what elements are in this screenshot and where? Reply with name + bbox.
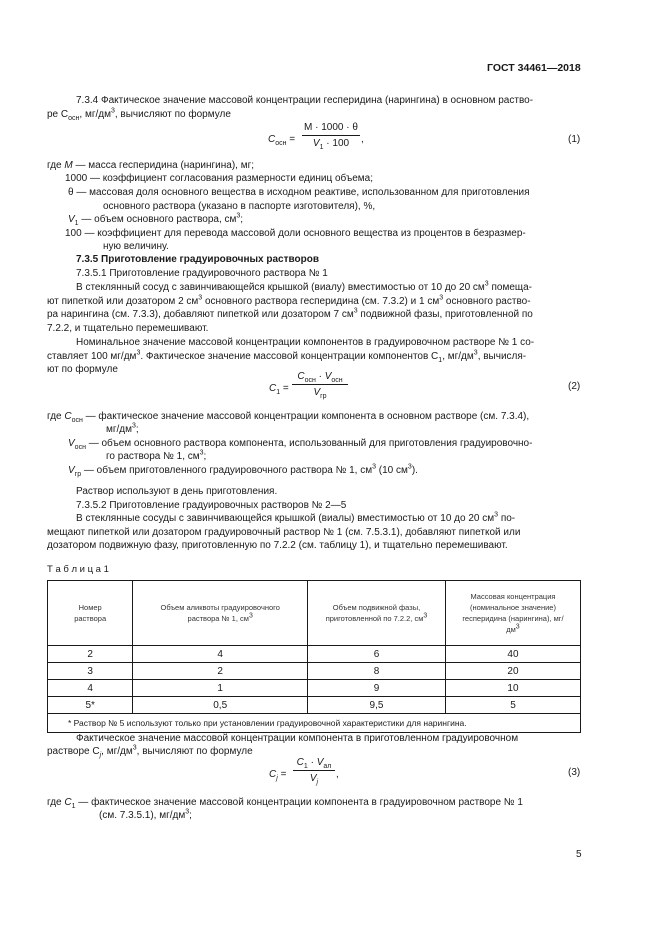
document-code-header: ГОСТ 34461—2018 [487,62,581,74]
formula-1-numerator: M · 1000 · θ [304,122,358,133]
table-cell: 9,5 [308,697,446,714]
table-row [48,646,581,663]
formula-2-fraction [292,370,348,399]
p-cj-line1: Фактическое значение массовой концентрации компонента в приготовленном градуировочном [76,733,519,744]
where-2-vosn-cont: го раствора № 1, $см^3$; [106,449,207,462]
table-cell: 1 [133,680,308,697]
formula-2-numerator: $C_{осн} \cdot V_{осн}$ [297,371,343,384]
formula-3-fraction [293,756,335,785]
table-row [48,680,581,697]
where-1-100-cont: ную величину. [103,241,169,252]
where-2-vosn: $V_{осн}$ — объем основного раствора компонента, использованный для приготовления градуировочно- [68,438,533,451]
table-1-caption: Т а б л и ц а 1 [47,564,109,575]
section-7-3-5-title: 7.3.5 Приготовление градуировочных растворов [76,254,320,265]
where-2-cosn: где $C_{осн}$ — фактическое значение массовой концентрации компонента в основном растворе (см. 7.3.4), [47,411,530,424]
table-1-header-row [48,581,581,646]
table-1-header-concentration: Массовая концентрация (номинальное значение) гесперидина (нарингина), $мг/дм^3$ [445,581,580,646]
table-cell: 8 [308,663,446,680]
table-1-footnote: * Раствор № 5 используют только при установлении градуировочной характеристики для нарингина. [48,714,581,733]
table-1-header-number: Номер раствора [48,581,133,646]
table-cell: 4 [48,680,133,697]
table-row [48,697,581,714]
p-7-3-5-2-line3: дозатором подвижную фазу, приготовленную по 7.2.2 (см. таблицу 1), и тщательно перемешивают. [47,540,508,551]
table-1-header-aliquot: Объем аликвоты градуировочного раствора № 1, $см^3$ [133,581,308,646]
table-cell: 2 [133,663,308,680]
subsection-7-3-5-1-title: 7.3.5.1 Приготовление градуировочного раствора № 1 [76,268,328,279]
where-3-c1-cont: (см. 7.3.5.1), $мг/дм^3$; [99,808,192,821]
p-nominal-line2: ставляет 100 $мг/дм^3$. Фактическое значение массовой концентрации компонентов $C_1$, $мг/дм^3$, вычисля- [47,349,527,364]
paragraph-7-3-4-line1: 7.3.4 Фактическое значение массовой концентрации гесперидина (нарингина) в основном раство- [76,95,534,106]
table-cell: 20 [445,663,580,680]
formula-1-comma: , [361,134,364,145]
formula-1-fraction [302,121,360,150]
formula-3-comma: , [336,769,339,780]
table-1-header-mobile-phase: Объем подвижной фазы, приготовленной по 7.2.2, $см^3$ [308,581,446,646]
formula-2-number: (2) [568,381,581,392]
table-cell: 0,5 [133,697,308,714]
p-nominal-line1: Номинальное значение массовой концентрации компонентов в градуировочном растворе № 1 со- [76,337,535,348]
table-cell: 5 [445,697,580,714]
table-cell: 6 [308,646,446,663]
table-cell: 5* [48,697,133,714]
p-nominal-line3: ют по формуле [47,364,118,375]
table-1-footnote-row [48,714,581,733]
where-2-cosn-cont: $мг/дм^3$; [106,422,139,435]
formula-3-number: (3) [568,767,581,778]
formula-2-denominator: $V_{гр}$ [313,387,327,400]
table-cell: 2 [48,646,133,663]
table-row [48,663,581,680]
formula-1-denominator: $V_1 \cdot 100$ [312,138,350,151]
formula-3-lhs: $C_j$ = [269,769,287,782]
p-7-3-5-1-line4: 7.2.2, и тщательно перемешивают. [47,323,209,334]
table-cell: 9 [308,680,446,697]
where-1-theta: θ — массовая доля основного вещества в исходном реактиве, использованном для приготовления [68,187,530,198]
p-7-3-5-1-line3: ра нарингина (см. 7.3.3), добавляют пипеткой или дозатором 7 $см^3$ подвижной фазы, приготовленной по [47,307,533,320]
subsection-7-3-5-2-title: 7.3.5.2 Приготовление градуировочных растворов № 2—5 [76,500,347,511]
p-7-3-5-2-line2: мещают пипеткой или дозатором градуировочный раствор № 1 (см. 7.5.3.1), добавляют пипеткой или [47,527,521,538]
paragraph-7-3-4-line2: ре $C_{осн}$, $мг/дм^3$, вычисляют по формуле [47,107,231,122]
formula-1-number: (1) [568,134,581,145]
p-same-day: Раствор используют в день приготовления. [76,486,278,497]
where-1-1000: 1000 — коэффициент согласования размерности единиц объема; [65,173,373,184]
table-1 [47,580,581,733]
p-cj-line2: растворе $C_j$, $мг/дм^3$, вычисляют по формуле [47,744,253,759]
p-7-3-5-2-line1: В стеклянные сосуды с завинчивающейся крышкой (виалы) вместимостью от 10 до 20 $см^3$ по- [76,511,516,524]
p-7-3-5-1-line1: В стеклянный сосуд с завинчивающейся крышкой (виалу) вместимостью от 10 до 20 $см^3$ помеща- [76,280,532,293]
page-number: 5 [576,849,582,860]
formula-3-numerator: $C_1 \cdot V_{ал}$ [296,757,332,770]
where-1-v1: $V_1$ — объем основного раствора, $см^3$; [68,212,244,227]
formula-1-lhs: $C_{осн}$ = [268,134,296,147]
table-cell: 40 [445,646,580,663]
table-cell: 3 [48,663,133,680]
where-1-theta-cont: основного раствора (указано в паспорте изготовителя), %, [103,201,376,212]
formula-2-lhs: $C_1$ = [269,383,289,396]
table-cell: 10 [445,680,580,697]
table-cell: 4 [133,646,308,663]
where-1-m: где M — масса гесперидина (нарингина), мг; [47,160,255,171]
where-2-vgr: $V_{гр}$ — объем приготовленного градуировочного раствора № 1, $см^3$ (10 $см^3$). [68,463,418,478]
p-7-3-5-1-line2: ют пипеткой или дозатором 2 $см^3$ основного раствора гесперидина (см. 7.3.2) и 1 $см^3$ основного раство- [47,294,531,307]
where-3-c1: где $C_1$ — фактическое значение массовой концентрации компонента в градуировочном растворе № 1 [47,797,523,810]
where-1-100: 100 — коэффициент для перевода массовой доли основного вещества из процентов в безразмер- [65,228,526,239]
formula-3-denominator: $V_j$ [309,773,319,786]
